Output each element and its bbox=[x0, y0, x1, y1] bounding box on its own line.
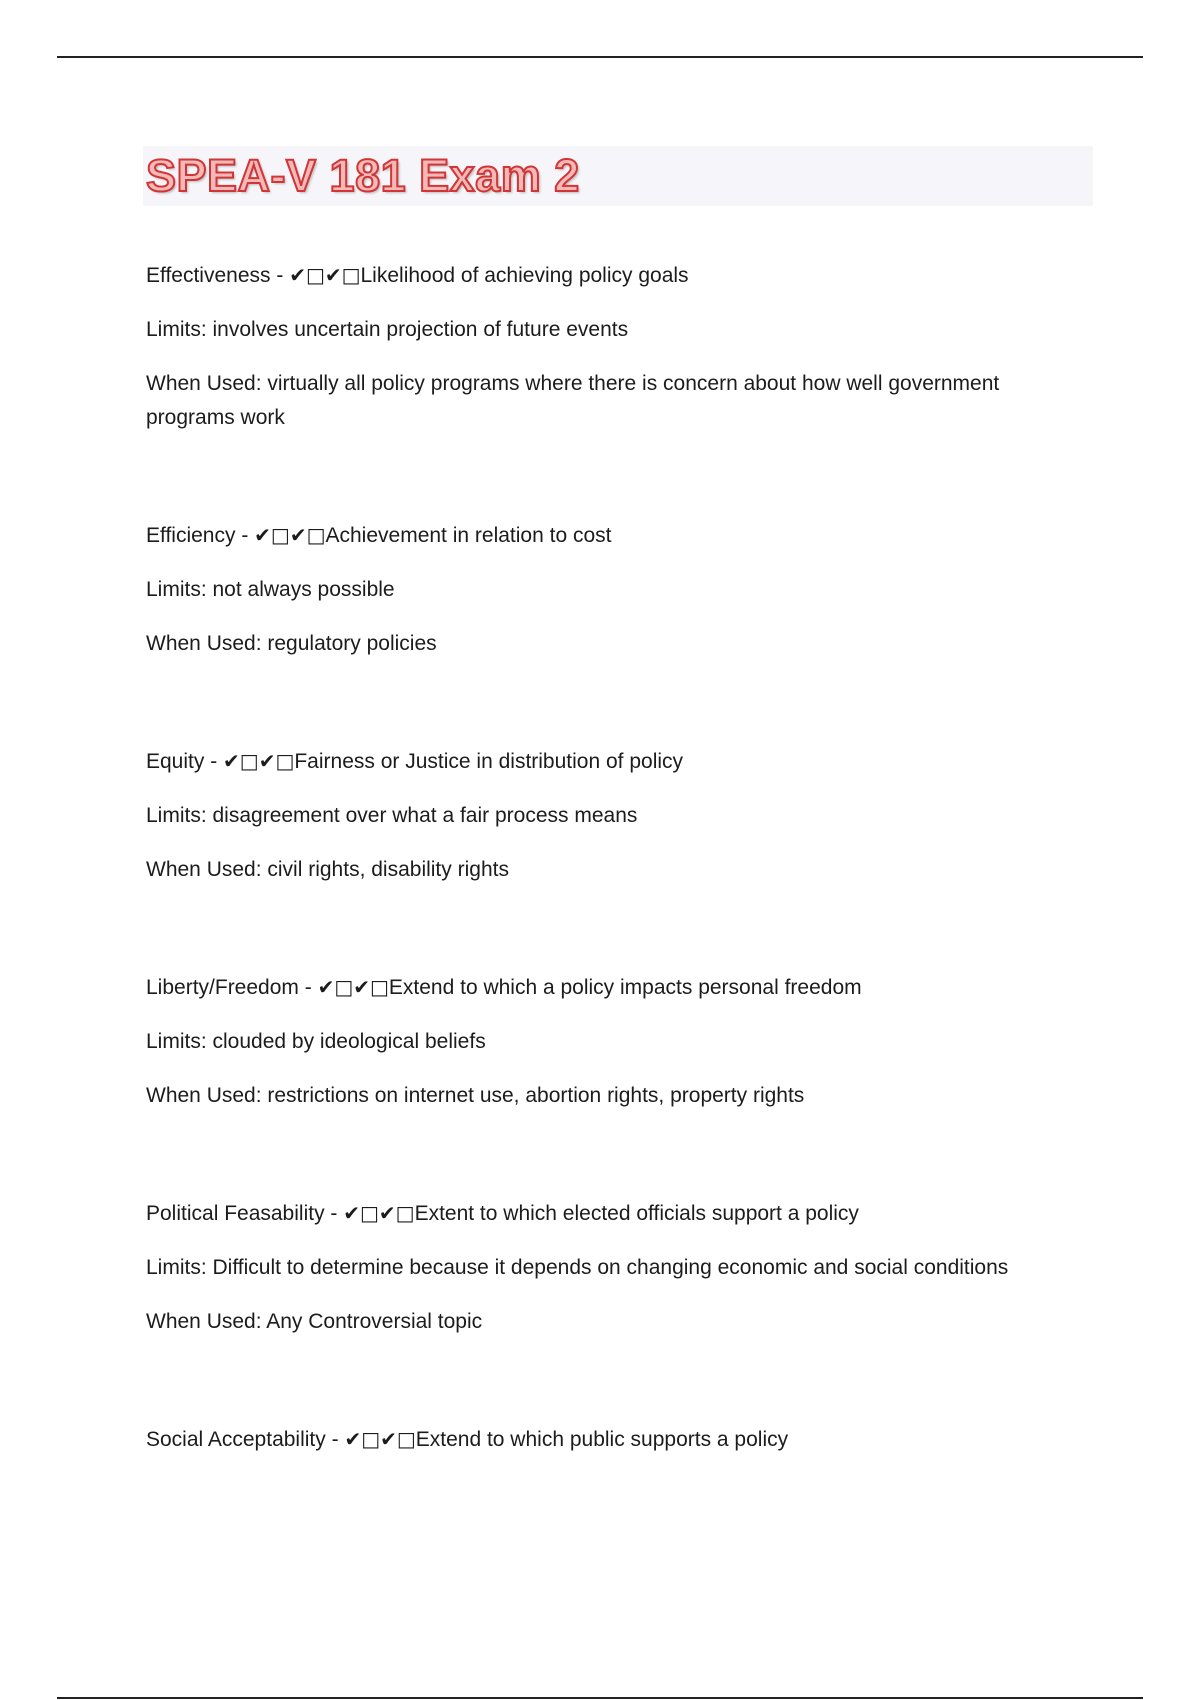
separator: - bbox=[235, 524, 255, 547]
term-line bbox=[146, 1422, 1076, 1457]
term: Social Acceptability bbox=[146, 1428, 326, 1451]
entry-efficiency bbox=[146, 518, 1076, 661]
bottom-rule bbox=[57, 1697, 1143, 1699]
term: Effectiveness bbox=[146, 264, 271, 287]
entry-social-acceptability bbox=[146, 1422, 1076, 1457]
term-line bbox=[146, 970, 1076, 1005]
check-marks-icon: ✔□✔□ bbox=[254, 523, 326, 547]
limits-line: Limits: clouded by ideological beliefs bbox=[146, 1030, 486, 1053]
entry-equity bbox=[146, 744, 1076, 887]
when-used-line: When Used: civil rights, disability rights bbox=[146, 858, 509, 881]
term-line bbox=[146, 744, 1076, 779]
term: Efficiency bbox=[146, 524, 236, 547]
term: Equity bbox=[146, 750, 205, 773]
top-rule bbox=[57, 56, 1143, 58]
limits-line: Limits: not always possible bbox=[146, 578, 395, 601]
entry-effectiveness bbox=[146, 258, 1076, 435]
when-used-line: When Used: virtually all policy programs where there is concern about how well government programs work bbox=[146, 372, 1000, 429]
definition: Extend to which a policy impacts personal freedom bbox=[388, 976, 862, 999]
limits-line: Limits: Difficult to determine because it depends on changing economic and social conditions bbox=[146, 1256, 1009, 1279]
check-marks-icon: ✔□✔□ bbox=[343, 1201, 415, 1225]
entry-political-feasability bbox=[146, 1196, 1076, 1339]
check-marks-icon: ✔□✔□ bbox=[223, 749, 295, 773]
when-used-line: When Used: restrictions on internet use, abortion rights, property rights bbox=[146, 1084, 805, 1107]
term: Liberty/Freedom bbox=[146, 976, 299, 999]
check-marks-icon: ✔□✔□ bbox=[317, 975, 389, 999]
separator: - bbox=[324, 1202, 344, 1225]
separator: - bbox=[298, 976, 318, 999]
limits-line: Limits: involves uncertain projection of future events bbox=[146, 318, 629, 341]
definition: Extend to which public supports a policy bbox=[415, 1428, 789, 1451]
check-marks-icon: ✔□✔□ bbox=[289, 263, 361, 287]
document-body bbox=[146, 258, 1076, 1457]
when-used-line: When Used: Any Controversial topic bbox=[146, 1310, 483, 1333]
separator: - bbox=[204, 750, 224, 773]
term-line bbox=[146, 258, 1076, 293]
separator: - bbox=[270, 264, 290, 287]
term-line bbox=[146, 518, 1076, 553]
definition: Extent to which elected officials support a policy bbox=[414, 1202, 859, 1225]
separator: - bbox=[325, 1428, 345, 1451]
limits-line: Limits: disagreement over what a fair process means bbox=[146, 804, 638, 827]
document-title: SPEA-V 181 Exam 2 bbox=[146, 150, 580, 201]
definition: Fairness or Justice in distribution of policy bbox=[294, 750, 684, 773]
definition: Achievement in relation to cost bbox=[325, 524, 612, 547]
check-marks-icon: ✔□✔□ bbox=[344, 1427, 416, 1451]
term-line bbox=[146, 1196, 1076, 1231]
term: Political Feasability bbox=[146, 1202, 325, 1225]
definition: Likelihood of achieving policy goals bbox=[360, 264, 689, 287]
when-used-line: When Used: regulatory policies bbox=[146, 632, 437, 655]
entry-liberty-freedom bbox=[146, 970, 1076, 1113]
